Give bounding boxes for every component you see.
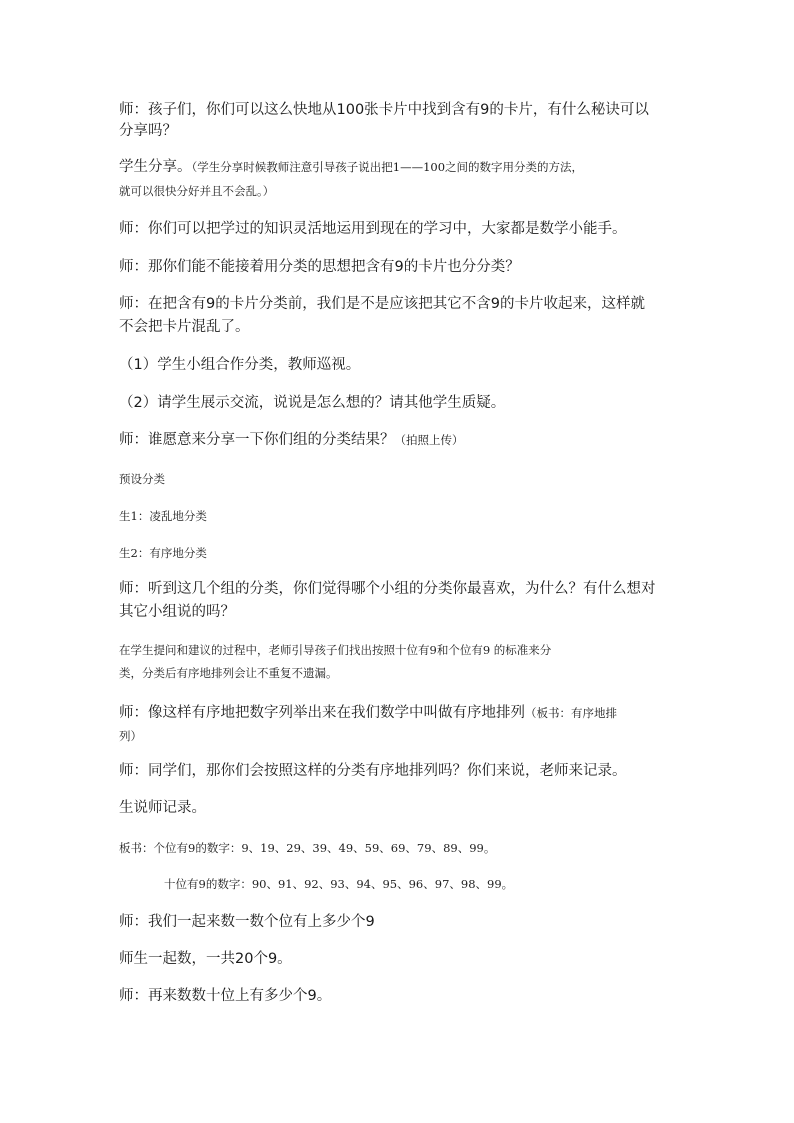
board-tens-nine: 十位有9的数字：90、91、92、93、94、95、96、97、98、99。 bbox=[164, 877, 514, 891]
student-share-text: 学生分享。 bbox=[119, 159, 192, 175]
step-2: （2）请学生展示交流，说说是怎么想的？请其他学生质疑。 bbox=[119, 395, 506, 411]
student-2-answer: 生2：有序地分类 bbox=[119, 546, 207, 560]
paragraph-student-speak: 生说师记录。 bbox=[119, 800, 206, 816]
ordered-arrangement-text: 师：像这样有序地把数字列举出来在我们数学中叫做有序地排列 bbox=[119, 705, 525, 721]
student-1-answer: 生1：凌乱地分类 bbox=[119, 509, 207, 523]
share-results-text: 师：谁愿意来分享一下你们组的分类结果？ bbox=[119, 432, 395, 448]
preset-classification-heading: 预设分类 bbox=[119, 472, 165, 486]
paragraph-teacher-question-line1: 师：孩子们，你们可以这么快地从100张卡片中找到含有9的卡片，有什么秘诀可以 bbox=[119, 102, 649, 118]
paragraph-ordered-arrangement-line2: 列） bbox=[119, 729, 142, 743]
paragraph-teacher-share-results bbox=[119, 433, 679, 448]
paragraph-teacher-opinion-line1: 师：听到这几个组的分类，你们觉得哪个小组的分类你最喜欢，为什么？有什么想对 bbox=[119, 581, 656, 597]
paragraph-teacher-question-line2: 分享吗？ bbox=[119, 123, 177, 139]
paragraph-teacher-collect-line1: 师：在把含有9的卡片分类前，我们是不是应该把其它不含9的卡片收起来，这样就 bbox=[119, 296, 645, 312]
step-1: （1）学生小组合作分类，教师巡视。 bbox=[119, 357, 361, 373]
paragraph-student-share bbox=[119, 160, 679, 175]
paragraph-teacher-opinion-line2: 其它小组说的吗？ bbox=[119, 604, 235, 620]
paragraph-teacher-classify: 师：那你们能不能接着用分类的思想把含有9的卡片也分分类？ bbox=[119, 259, 520, 275]
paragraph-guidance-line1: 在学生提问和建议的过程中，老师引导孩子们找出按照十位有9和个位有9 的标准来分 bbox=[119, 643, 552, 657]
paragraph-teacher-collect-line2: 不会把卡片混乱了。 bbox=[119, 319, 250, 335]
paragraph-count-together: 师生一起数，一共20个9。 bbox=[119, 951, 292, 967]
paragraph-teacher-praise: 师：你们可以把学过的知识灵活地运用到现在的学习中，大家都是数学小能手。 bbox=[119, 221, 627, 237]
share-results-note: （拍照上传） bbox=[394, 433, 464, 447]
student-share-note-line2: 就可以很快分好并且不会乱。） bbox=[119, 184, 275, 198]
paragraph-ordered-arrangement-line1 bbox=[119, 706, 679, 721]
paragraph-teacher-record: 师：同学们，那你们会按照这样的分类有序地排列吗？你们来说，老师来记录。 bbox=[119, 763, 627, 779]
paragraph-count-units: 师：我们一起来数一数个位有上多少个9 bbox=[119, 914, 375, 930]
student-share-note-line1: （学生分享时候教师注意引导孩子说出把1——100之间的数字用分类的方法， bbox=[191, 160, 584, 174]
board-units-nine: 板书：个位有9的数字：9、19、29、39、49、59、69、79、89、99。 bbox=[119, 841, 496, 855]
ordered-arrangement-note: （板书：有序地排 bbox=[525, 706, 617, 720]
paragraph-guidance-line2: 类，分类后有序地排列会让不重复不遗漏。 bbox=[119, 666, 338, 680]
paragraph-count-tens: 师：再来数数十位上有多少个9。 bbox=[119, 988, 332, 1004]
